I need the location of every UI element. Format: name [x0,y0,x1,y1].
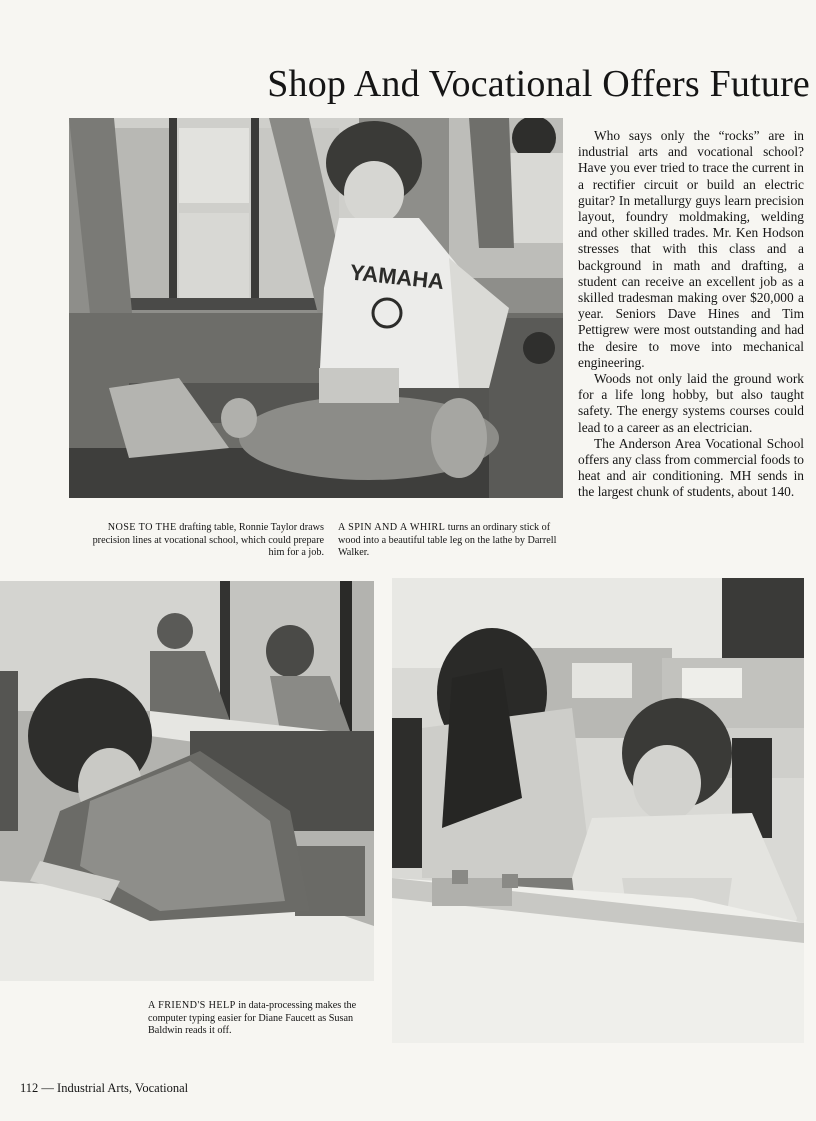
caption-text: turns an ordinary stick of wood into a beautiful table leg on the lathe by Darrell Walker. [338,522,557,559]
caption-lead: A SPIN AND A WHIRL [338,522,446,533]
lathe-photo [69,118,563,498]
article-paragraph: The Anderson Area Vocational School offers any class from commercial foods to heat and air conditioning. MH sends in the largest chunk of students, about 140. [578,435,804,500]
article-body [578,128,804,501]
caption-data-processing [148,1000,374,1038]
caption-text: drafting table, Ronnie Taylor draws precision lines at vocational school, which could prepare him for a job. [92,522,324,559]
article-paragraph: Woods not only laid the ground work for a life long hobby, but also taught safety. The energy systems courses could lead to a career as an electrician. [578,371,804,435]
caption-lathe [338,522,568,560]
caption-text: in data-processing makes the computer typing easier for Diane Faucett as Susan Baldwin reads it off. [148,1000,357,1037]
drafting-photo [0,581,374,981]
page-folio: 112 — Industrial Arts, Vocational [20,1081,189,1095]
shirt-text: YAMAHA [348,259,446,295]
caption-lead: NOSE TO THE [107,522,177,533]
caption-drafting [84,522,324,560]
page-title: Shop And Vocational Offers Future [267,63,810,105]
data-processing-photo [392,578,804,1043]
caption-lead: A FRIEND'S HELP [148,1000,236,1011]
article-paragraph: Who says only the “rocks” are in industrial arts and vocational school? Have you ever tried to trace the current in a rectifier circuit or build an electric guitar? In metallurgy guys learn precision layout, foundry moldmaking, welding and other skilled trades. Mr. Ken Hodson stresses that with this class and a background in math and drafting, a student can receive an excellent job as a skilled tradesman making over $20,000 a year. Seniors Dave Hines and Tim Pettigrew were most outstanding and had the desire to move into mechanical engineering. [578,128,804,370]
